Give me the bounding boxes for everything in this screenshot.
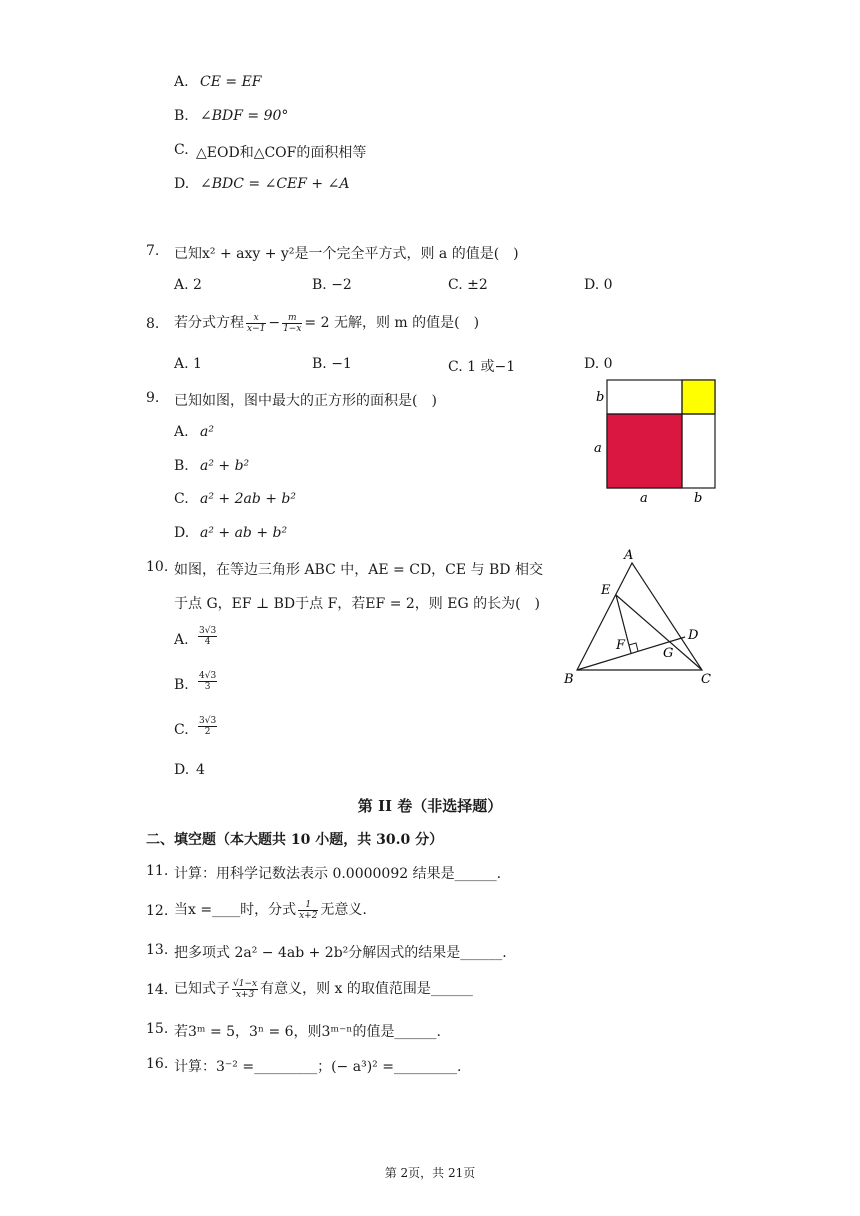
q8-f2-num: m — [282, 313, 302, 324]
q15-text: 若3ᵐ = 5，3ⁿ = 6，则3ᵐ⁻ⁿ的值是______. — [174, 1024, 441, 1040]
q10-option-d-text: 4 — [196, 762, 205, 778]
label-c: C — [701, 672, 711, 687]
q10-option-a: A. — [174, 632, 189, 648]
q10-number: 10. — [146, 559, 169, 575]
q8-minus: − — [268, 315, 281, 331]
q8-stem-pre: 若分式方程 — [174, 315, 244, 331]
q6-option-a: A. — [174, 74, 189, 90]
q14-fraction — [232, 979, 258, 1000]
q7-option-d: D. 0 — [584, 277, 613, 293]
label-g: G — [663, 646, 674, 661]
q9-option-a-text: a² — [200, 424, 214, 440]
q8-stem-post: = 2 无解，则 m 的值是( ) — [304, 315, 480, 331]
q10-c-den: 2 — [204, 727, 211, 737]
q6-option-c-text: △EOD和△COF的面积相等 — [196, 145, 367, 161]
q10-option-c-fraction — [196, 716, 219, 737]
q10-b-num: 4√3 — [199, 671, 217, 681]
q8-stem — [174, 310, 479, 336]
q9-stem: 已知如图，图中最大的正方形的面积是( ) — [174, 393, 437, 409]
q11-text: 计算：用科学记数法表示 0.0000092 结果是______. — [174, 866, 502, 882]
q9-option-d: D. — [174, 525, 190, 541]
q8-f1-num: x — [246, 313, 266, 324]
q6-option-b: B. — [174, 108, 189, 124]
q6-option-d: D. — [174, 176, 190, 192]
q14-f-den: x+3 — [235, 989, 255, 1000]
q14-f-num: √1−x — [233, 978, 258, 989]
q10-option-b-fraction — [196, 671, 219, 692]
q10-option-c: C. — [174, 722, 189, 738]
q8-option-c: C. 1 或−1 — [448, 359, 516, 375]
q12-post: 无意义. — [320, 902, 367, 918]
q7-number: 7. — [146, 243, 160, 259]
q10-option-d: D. — [174, 762, 190, 778]
q8-f1-den: x−1 — [247, 323, 266, 334]
q8-f2-den: 1−x — [283, 323, 302, 334]
label-b: B — [564, 672, 574, 687]
q13-text: 把多项式 2a² − 4ab + 2b²分解因式的结果是______. — [174, 945, 507, 961]
q9-option-b-text: a² + b² — [200, 458, 250, 474]
square-a — [607, 414, 682, 488]
part2-title: 第 II 卷（非选择题） — [357, 797, 503, 815]
q12-f-den: x+2 — [299, 910, 318, 921]
label-b-bottom: b — [694, 491, 703, 506]
label-d: D — [688, 628, 699, 643]
page-footer: 第 2页，共 21页 — [384, 1166, 476, 1180]
q8-option-d: D. 0 — [584, 356, 613, 372]
q6-option-d-text: ∠BDC = ∠CEF + ∠A — [200, 176, 350, 192]
q10-stem-line2: 于点 G，EF ⊥ BD于点 F，若EF = 2，则 EG 的长为( ) — [174, 596, 541, 612]
q10-a-num: 3√3 — [199, 626, 217, 636]
q9-option-c-text: a² + 2ab + b² — [200, 491, 297, 507]
section-fill-blank-heading: 二、填空题（本大题共 10 小题，共 30.0 分） — [146, 832, 444, 848]
q10-b-den: 3 — [204, 682, 211, 692]
q8-fraction-1 — [246, 313, 266, 334]
q7-option-b: B. −2 — [312, 277, 352, 293]
q10-triangle-figure — [555, 545, 725, 690]
label-a-left: a — [594, 441, 602, 456]
q12-pre: 当x =____时，分式 — [174, 902, 297, 918]
q9-option-b: B. — [174, 458, 189, 474]
q7-option-c: C. ±2 — [448, 277, 488, 293]
q16-number: 16. — [146, 1056, 169, 1072]
q11-number: 11. — [146, 863, 169, 879]
q13-number: 13. — [146, 942, 169, 958]
q8-fraction-2 — [282, 313, 302, 334]
q10-stem-line1: 如图，在等边三角形 ABC 中，AE = CD，CE 与 BD 相交 — [174, 562, 543, 578]
label-a-bottom: a — [640, 491, 648, 506]
label-f: F — [616, 638, 626, 653]
q9-option-a: A. — [174, 424, 189, 440]
q12-number: 12. — [146, 903, 169, 919]
q14-pre: 已知式子 — [174, 981, 230, 997]
q10-option-a-fraction — [196, 626, 219, 647]
q12-fraction — [298, 900, 318, 921]
q14-number: 14. — [146, 982, 169, 998]
q9-number: 9. — [146, 390, 160, 406]
q9-square-figure — [590, 376, 725, 506]
q9-option-c: C. — [174, 491, 189, 507]
q9-option-d-text: a² + ab + b² — [200, 525, 288, 541]
q6-option-b-text: ∠BDF = 90° — [200, 108, 289, 124]
q7-option-a: A. 2 — [174, 277, 202, 293]
q7-stem: 已知x² + axy + y²是一个完全平方式，则 a 的值是( ) — [174, 246, 519, 262]
square-b — [682, 380, 715, 414]
q6-option-a-text: CE = EF — [200, 74, 262, 90]
q8-option-b: B. −1 — [312, 356, 352, 372]
q16-text: 计算：3⁻² =_________；(− a³)² =_________. — [174, 1059, 462, 1075]
q8-number: 8. — [146, 316, 160, 332]
q14-stem — [174, 976, 473, 1002]
label-b-top: b — [596, 390, 605, 405]
label-a: A — [624, 548, 634, 563]
q12-f-num: 1 — [298, 900, 318, 911]
q14-post: 有意义，则 x 的取值范围是______ — [260, 981, 473, 997]
label-e: E — [601, 583, 611, 598]
q6-option-c: C. — [174, 142, 189, 158]
q15-number: 15. — [146, 1021, 169, 1037]
q10-c-num: 3√3 — [199, 716, 217, 726]
q10-option-b: B. — [174, 677, 189, 693]
q10-a-den: 4 — [204, 637, 211, 647]
q8-option-a: A. 1 — [174, 356, 202, 372]
q12-stem — [174, 897, 367, 923]
